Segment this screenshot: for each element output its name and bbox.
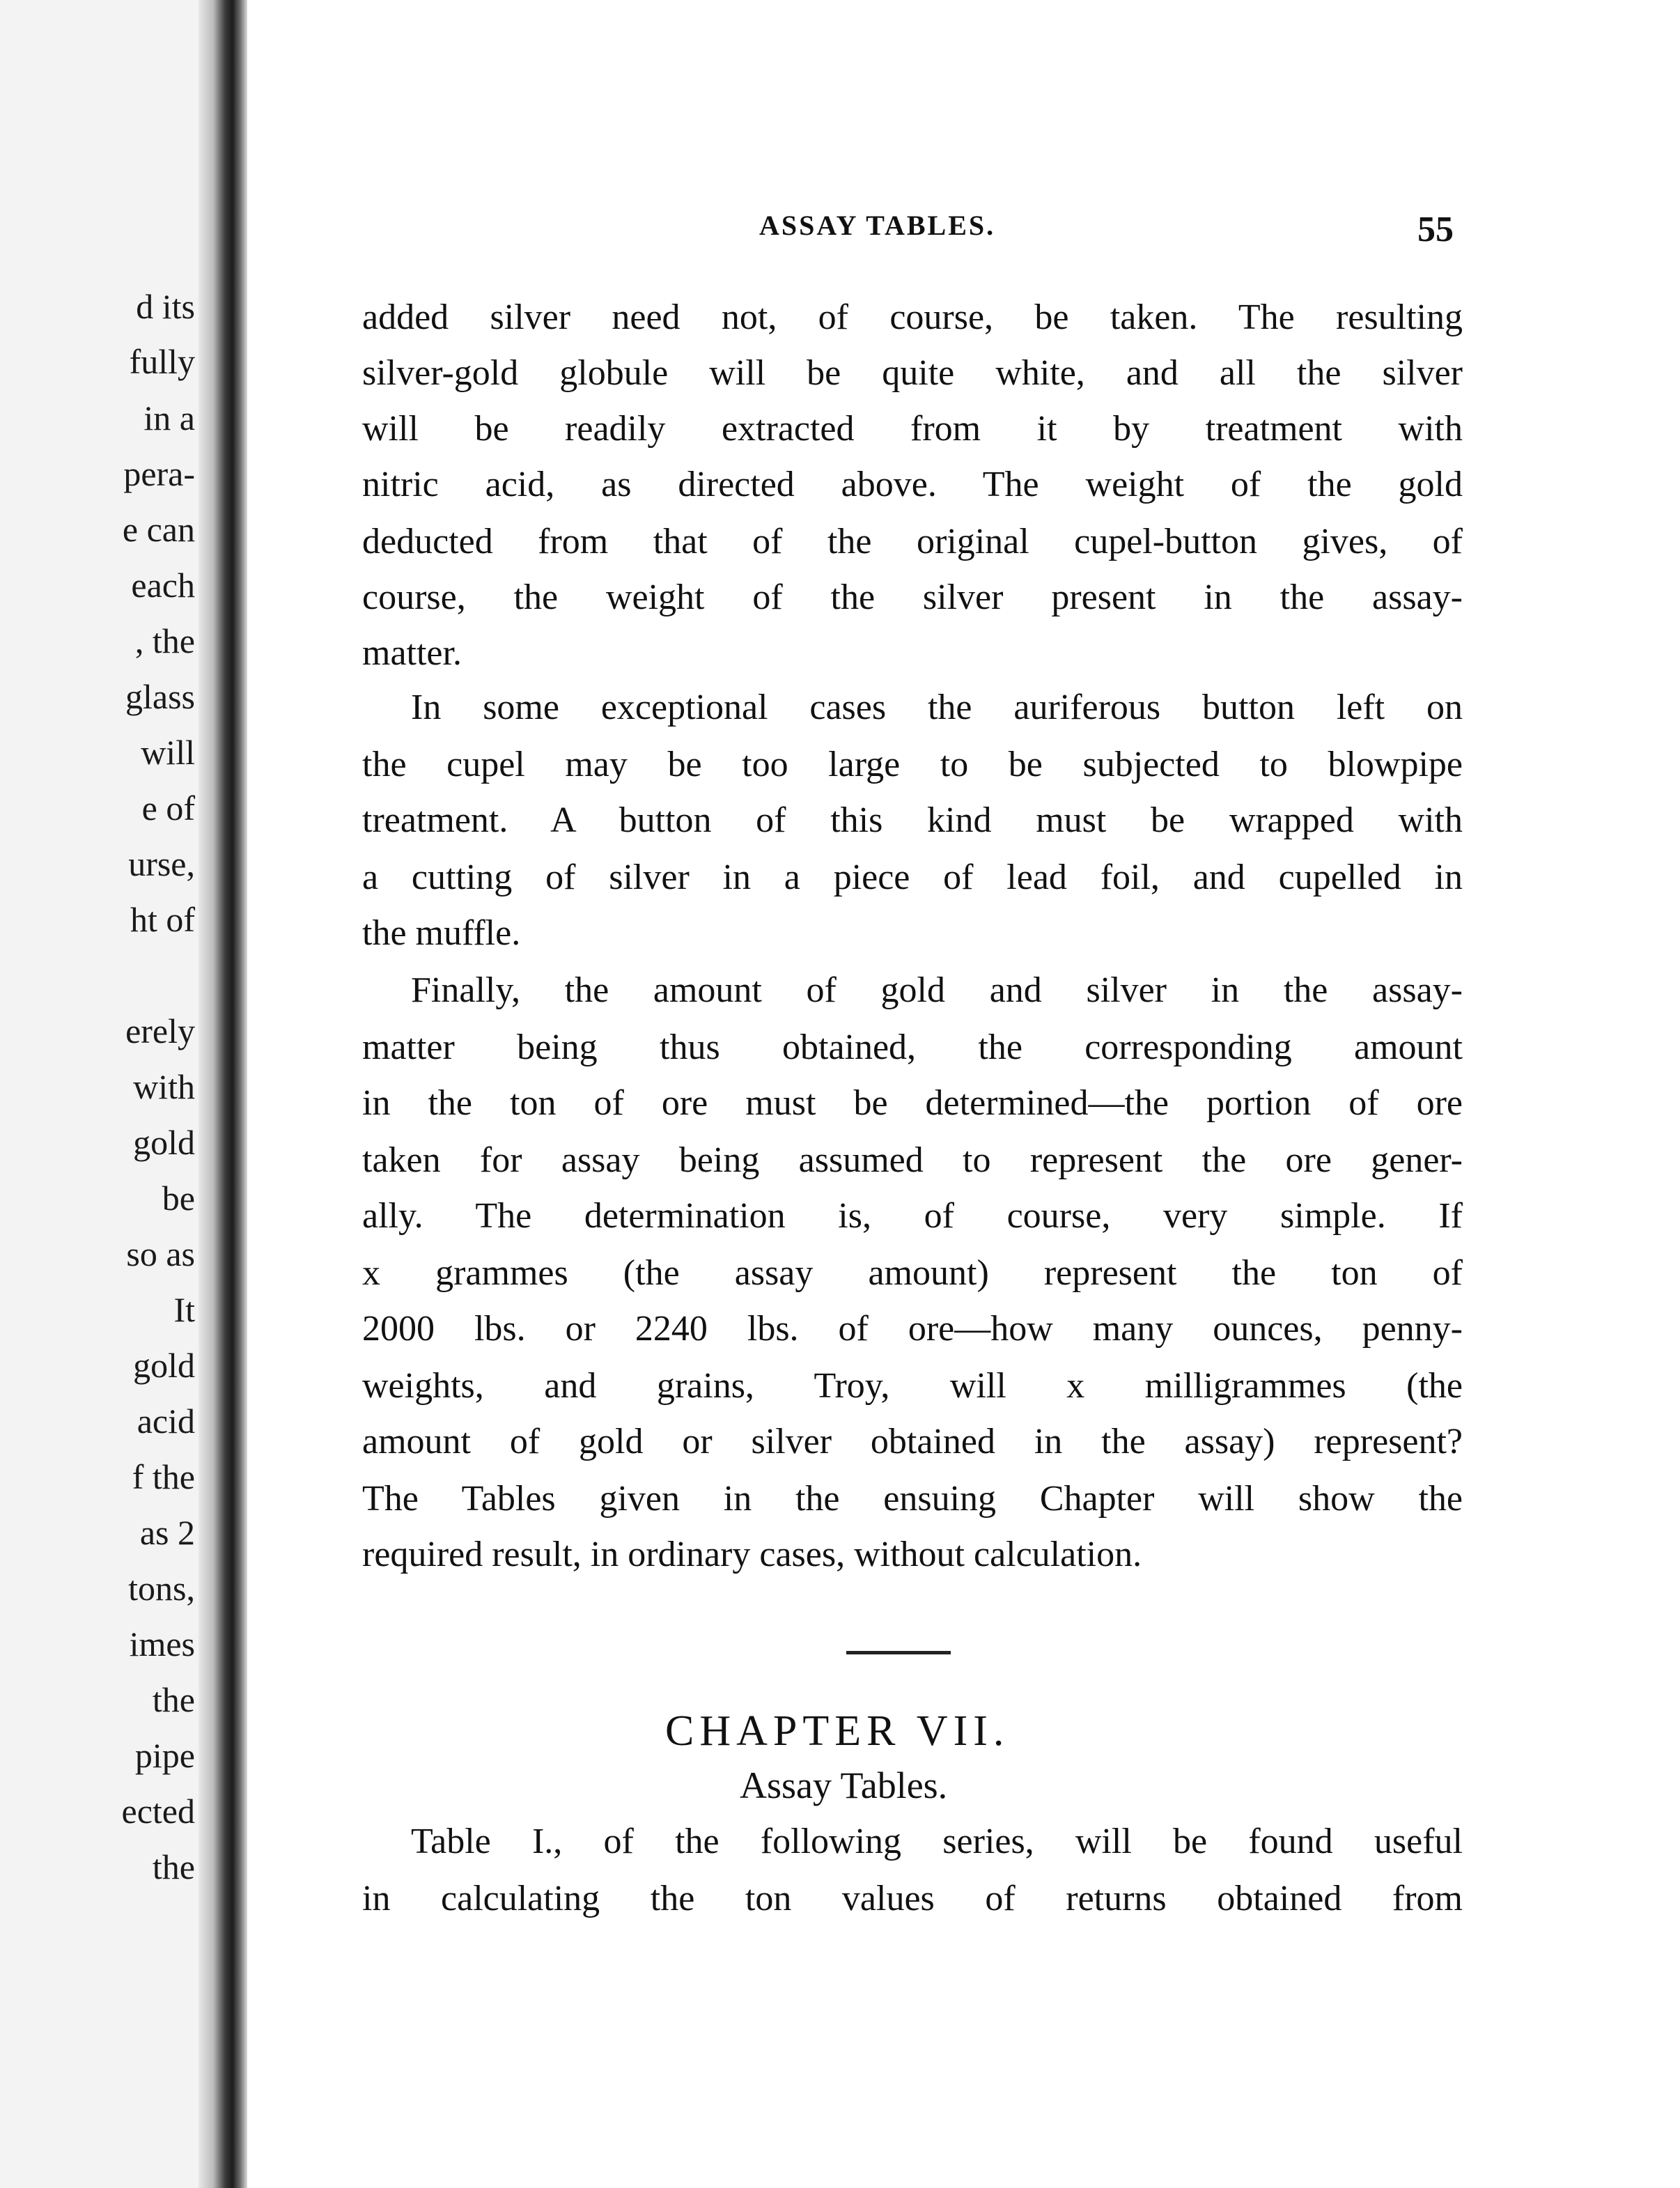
text-line: silver-gold globule will be quite white, and all the silver bbox=[362, 353, 1463, 393]
text-line: 2000 lbs. or 2240 lbs. of ore—how many ounces, penny- bbox=[362, 1309, 1463, 1349]
text-line: In some exceptional cases the auriferous button left on bbox=[411, 688, 1463, 727]
text-line: will be readily extracted from it by treatment with bbox=[362, 409, 1463, 449]
left-page-fragment: ected bbox=[121, 1792, 195, 1831]
left-page-fragment: imes bbox=[129, 1624, 195, 1663]
text-line: The Tables given in the ensuing Chapter will show the bbox=[362, 1479, 1463, 1519]
text-line: a cutting of silver in a piece of lead foil, and cupelled in bbox=[362, 858, 1463, 897]
left-page-fragment: e of bbox=[141, 789, 195, 828]
left-page-fragment: acid bbox=[137, 1402, 195, 1441]
left-page-fragment: with bbox=[133, 1067, 195, 1106]
left-page-fragment: gold bbox=[133, 1123, 195, 1162]
left-page-fragment: so as bbox=[126, 1234, 195, 1273]
text-line: deducted from that of the original cupel-button gives, of bbox=[362, 522, 1463, 561]
text-line: x grammes (the assay amount) represent the ton of bbox=[362, 1253, 1463, 1293]
left-page-fragment: gold bbox=[133, 1346, 195, 1385]
text-line: Finally, the amount of gold and silver in the assay- bbox=[411, 970, 1463, 1010]
text-line: the cupel may be too large to be subjected to blowpipe bbox=[362, 745, 1463, 784]
left-page-fragment: in a bbox=[143, 398, 195, 437]
left-page-fragment: pera- bbox=[123, 454, 195, 493]
text-line: course, the weight of the silver present in the assay- bbox=[362, 577, 1463, 617]
left-page-fragment: the bbox=[152, 1847, 195, 1886]
left-page-fragment: the bbox=[152, 1680, 195, 1719]
text-line: treatment. A button of this kind must be wrapped with bbox=[362, 800, 1463, 840]
text-line: added silver need not, of course, be taken. The resulting bbox=[362, 297, 1463, 337]
book-gutter bbox=[199, 0, 247, 2188]
left-page-fragment: will bbox=[141, 733, 195, 772]
left-page-fragment: erely bbox=[125, 1011, 195, 1050]
text-line: in calculating the ton values of returns obtained from bbox=[362, 1879, 1463, 1918]
left-page-edge bbox=[0, 0, 202, 2188]
text-line: amount of gold or silver obtained in the assay) represent? bbox=[362, 1422, 1463, 1461]
left-page-fragment: glass bbox=[125, 677, 195, 716]
chapter-subtitle: Assay Tables. bbox=[740, 1764, 948, 1806]
left-page-fragment: ht of bbox=[130, 900, 195, 939]
text-line: required result, in ordinary cases, without calculation. bbox=[362, 1535, 1142, 1574]
left-page-fragment: as 2 bbox=[139, 1513, 195, 1552]
left-page-fragment: f the bbox=[132, 1457, 195, 1496]
chapter-title: CHAPTER VII. bbox=[665, 1707, 1010, 1755]
left-page-fragment: d its bbox=[136, 287, 195, 326]
left-page-fragment: , the bbox=[134, 621, 195, 660]
text-line: the muffle. bbox=[362, 913, 521, 953]
text-line: matter. bbox=[362, 633, 462, 673]
left-page-fragment: fully bbox=[129, 342, 195, 381]
text-line: matter being thus obtained, the corresponding amount bbox=[362, 1027, 1463, 1067]
left-page-fragment: e can bbox=[122, 510, 195, 549]
text-line: ally. The determination is, of course, very simple. If bbox=[362, 1196, 1463, 1236]
text-line: in the ton of ore must be determined—the portion of ore bbox=[362, 1083, 1463, 1123]
text-line: weights, and grains, Troy, will x milligrammes (the bbox=[362, 1366, 1463, 1406]
left-page-fragment: urse, bbox=[128, 844, 195, 883]
text-line: Table I., of the following series, will be found useful bbox=[411, 1822, 1463, 1861]
left-page-fragment: pipe bbox=[134, 1736, 195, 1775]
left-page-fragment: tons, bbox=[128, 1569, 195, 1608]
running-head: ASSAY TABLES. bbox=[759, 210, 996, 241]
left-page-fragment: each bbox=[131, 566, 195, 605]
text-line: nitric acid, as directed above. The weight of the gold bbox=[362, 465, 1463, 504]
page-number: 55 bbox=[1417, 210, 1454, 249]
left-page-fragment: be bbox=[162, 1179, 195, 1218]
text-line: taken for assay being assumed to represent the ore gener- bbox=[362, 1140, 1463, 1180]
left-page-fragment: It bbox=[173, 1290, 195, 1329]
section-divider bbox=[846, 1651, 951, 1654]
